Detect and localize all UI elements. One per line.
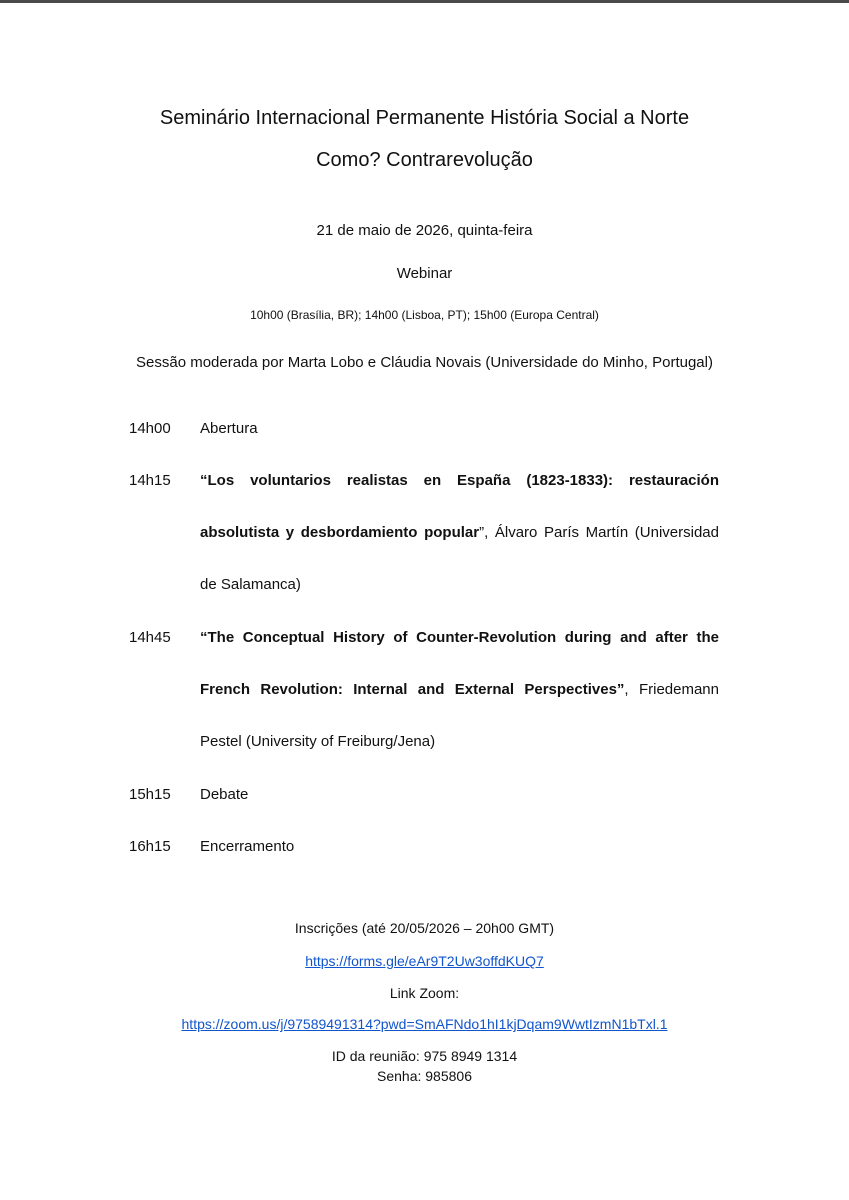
closing-time: 16h15 <box>129 838 171 855</box>
registration-link[interactable]: https://forms.gle/eAr9T2Uw3offdKUQ7 <box>305 953 544 969</box>
talk2-speaker: , Friedemann Pestel (University of Freiburg/Jena) <box>200 681 719 750</box>
talk1-speaker: ”, Álvaro París Martín (Universidad de Salamanca) <box>200 524 719 593</box>
registration-label: Inscrições (até 20/05/2026 – 20h00 GMT) <box>294 920 555 936</box>
session-moderator: Sessão moderada por Marta Lobo e Cláudia Novais (Universidade do Minho, Portugal) <box>136 354 713 371</box>
event-timezones: 10h00 (Brasília, BR); 14h00 (Lisboa, PT); 15h00 (Europa Central) <box>250 308 599 322</box>
zoom-label: Link Zoom: <box>389 985 460 1001</box>
talk2-title: “The Conceptual History of Counter-Revolution during and after the French Revolution: Internal and External Perspectives” <box>200 629 719 698</box>
debate-time: 15h15 <box>129 786 171 803</box>
talk1-title: “Los voluntarios realistas en España (1823-1833): restauración absolutista y desbordamiento popular <box>200 472 719 541</box>
page-title: Seminário Internacional Permanente História Social a Norte <box>159 107 690 129</box>
talk2-entry <box>200 612 719 768</box>
talk2-time: 14h45 <box>129 629 171 646</box>
meeting-password: Senha: 985806 <box>377 1068 472 1084</box>
opening-time: 14h00 <box>129 420 171 437</box>
meeting-id: ID da reunião: 975 8949 1314 <box>331 1048 518 1064</box>
talk1-entry <box>200 455 719 611</box>
event-date: 21 de maio de 2026, quinta-feira <box>316 222 533 239</box>
talk1-time: 14h15 <box>129 472 171 489</box>
opening-label: Abertura <box>200 420 258 437</box>
event-mode: Webinar <box>396 265 453 282</box>
zoom-link[interactable]: https://zoom.us/j/97589491314?pwd=SmAFNdo1hI1kjDqam9WwtIzmN1bTxl.1 <box>181 1016 668 1032</box>
closing-label: Encerramento <box>200 838 295 855</box>
debate-label: Debate <box>200 786 249 803</box>
page-subtitle: Como? Contrarevolução <box>316 149 533 171</box>
